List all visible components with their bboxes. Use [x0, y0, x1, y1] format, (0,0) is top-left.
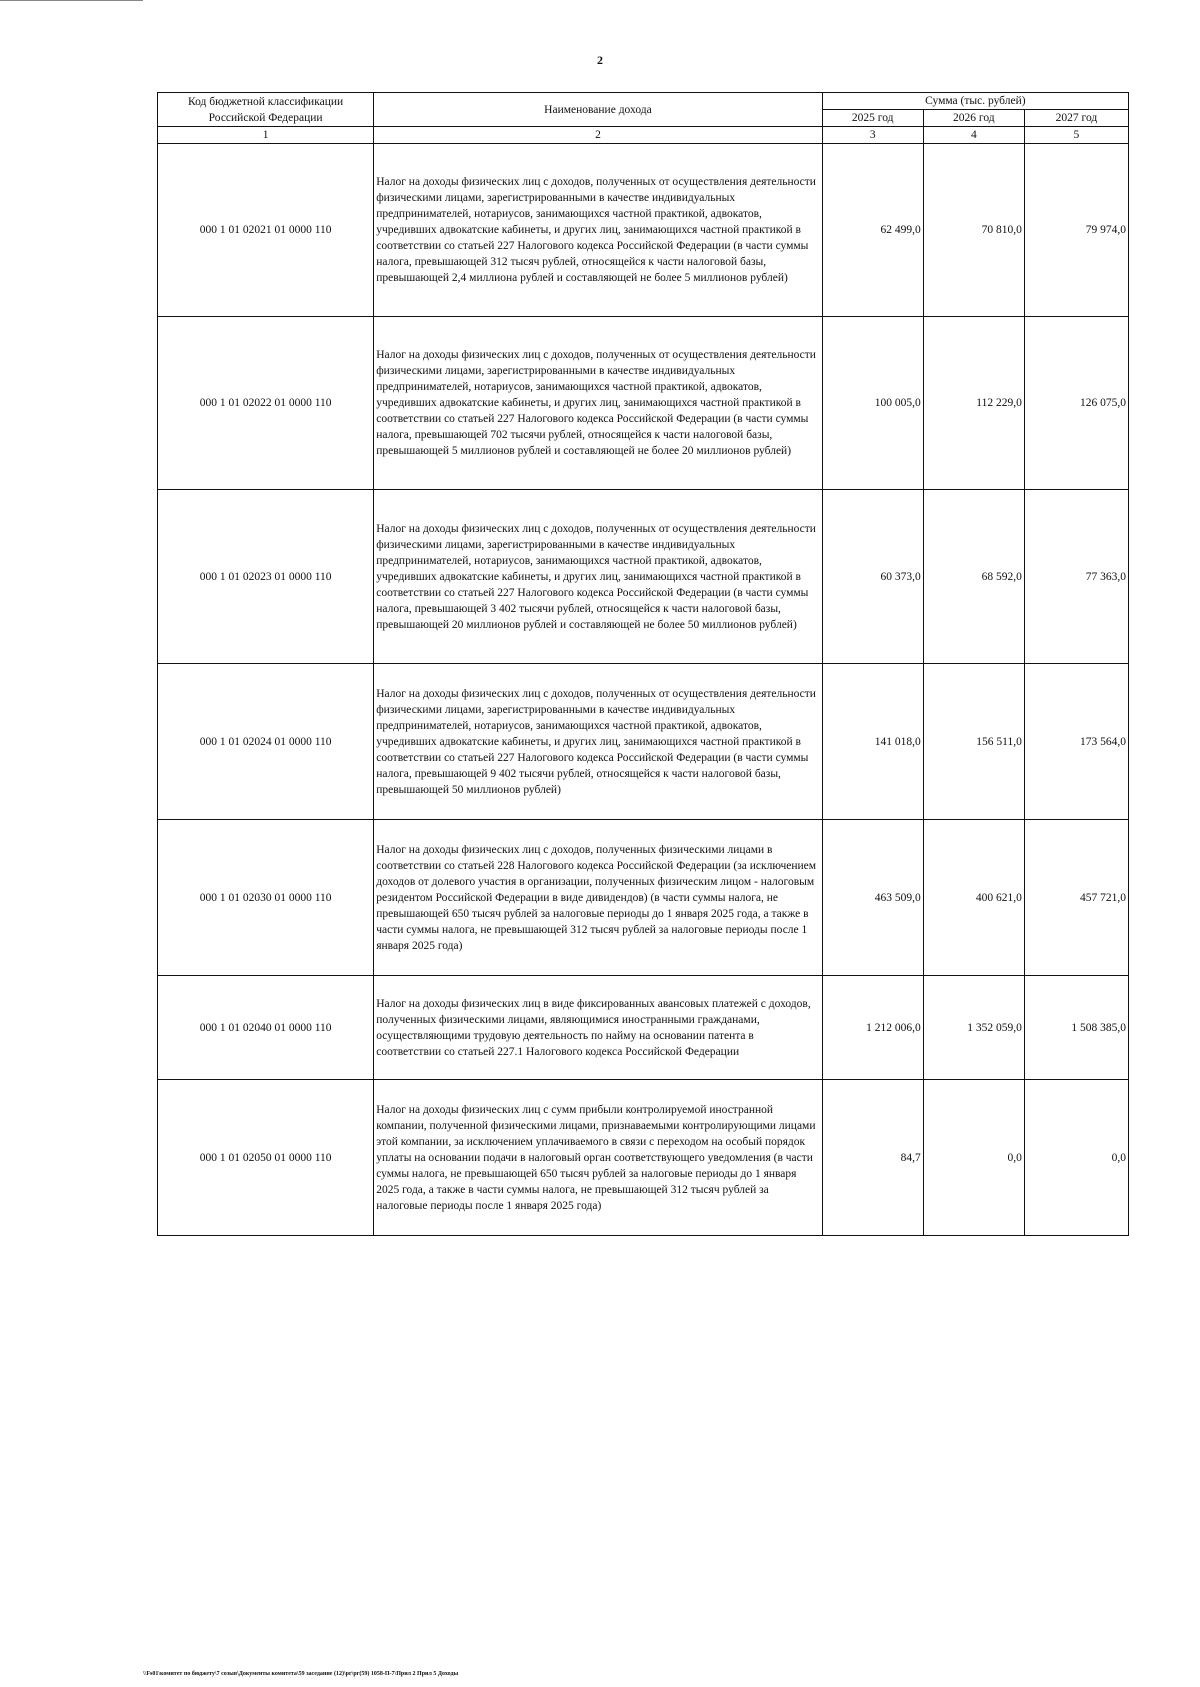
column-number-row: [158, 127, 1129, 144]
table-row: [158, 976, 1129, 1080]
amount-2027: 0,0: [1024, 1080, 1128, 1236]
amount-2027: 77 363,0: [1024, 490, 1128, 664]
table-row: [158, 490, 1129, 664]
revenue-table: [157, 92, 1129, 1236]
budget-code: 000 1 01 02024 01 0000 110: [158, 664, 374, 820]
column-number: 3: [822, 127, 923, 144]
income-name: Налог на доходы физических лиц с сумм прибыли контролируемой иностранной компании, полученной физическими лицами, признаваемыми контролирующими лицами этой компании, за исключением уплачиваемого в связи с переходом на особый порядок уплаты на основании подачи в налоговый орган соответствующего уведомления (в части суммы налога, не превышающей 650 тысяч рублей за налоговые периоды до 1 января 2025 года, а также в части суммы налога, не превышающей 312 тысяч рублей за налоговые периоды после 1 января 2025 года): [374, 1080, 822, 1236]
income-name: Налог на доходы физических лиц с доходов, полученных физическими лицами в соответствии со статьей 228 Налогового кодекса Российской Федерации (за исключением доходов от долевого участия в организации, полученных физическим лицом - налоговым резидентом Российской Федерации в виде дивидендов) (в части суммы налога, не превышающей 650 тысяч рублей за налоговые периоды до 1 января 2025 года, а также в части суммы налога, не превышающей 312 тысяч рублей за налоговые периоды после 1 января 2025 года): [374, 820, 822, 976]
header-sum: Сумма (тыс. рублей): [822, 93, 1128, 110]
income-name: Налог на доходы физических лиц с доходов, полученных от осуществления деятельности физическими лицами, зарегистрированными в качестве индивидуальных предпринимателей, нотариусов, занимающихся частной практикой, адвокатов, учредивших адвокатские кабинеты, и других лиц, занимающихся частной практикой в соответствии со статьей 227 Налогового кодекса Российской Федерации (в части суммы налога, превышающей 9 402 тысячи рублей, относящейся к части налоговой базы, превышающей 50 миллионов рублей): [374, 664, 822, 820]
amount-2027: 1 508 385,0: [1024, 976, 1128, 1080]
scan-artifact-line: [0, 0, 143, 1]
budget-code: 000 1 01 02030 01 0000 110: [158, 820, 374, 976]
amount-2026: 156 511,0: [923, 664, 1024, 820]
income-name: Налог на доходы физических лиц в виде фиксированных авансовых платежей с доходов, полученных физическими лицами, являющимися иностранными гражданами, осуществляющими трудовую деятельность по найму на основании патента в соответствии со статьей 227.1 Налогового кодекса Российской Федерации: [374, 976, 822, 1080]
table-row: [158, 317, 1129, 490]
header-code: Код бюджетной классификации Российской Федерации: [158, 93, 374, 127]
budget-code: 000 1 01 02022 01 0000 110: [158, 317, 374, 490]
amount-2026: 112 229,0: [923, 317, 1024, 490]
column-number: 4: [923, 127, 1024, 144]
income-name: Налог на доходы физических лиц с доходов, полученных от осуществления деятельности физическими лицами, зарегистрированными в качестве индивидуальных предпринимателей, нотариусов, занимающихся частной практикой, адвокатов, учредивших адвокатские кабинеты, и других лиц, занимающихся частной практикой в соответствии со статьей 227 Налогового кодекса Российской Федерации (в части суммы налога, превышающей 702 тысячи рублей, относящейся к части налоговой базы, превышающей 5 миллионов рублей и составляющей не более 20 миллионов рублей): [374, 317, 822, 490]
amount-2026: 68 592,0: [923, 490, 1024, 664]
header-year-2025: 2025 год: [822, 110, 923, 127]
file-path-footer: \\Fs01\комитет по бюджету\7 созыв\Документы комитета\59 заседание (12)\рг\рг(59) 1058-П-7\Прил 2 Прил 5 Доходы: [143, 1671, 459, 1677]
amount-2025: 141 018,0: [822, 664, 923, 820]
income-name: Налог на доходы физических лиц с доходов, полученных от осуществления деятельности физическими лицами, зарегистрированными в качестве индивидуальных предпринимателей, нотариусов, занимающихся частной практикой, адвокатов, учредивших адвокатские кабинеты, и других лиц, занимающихся частной практикой в соответствии со статьей 227 Налогового кодекса Российской Федерации (в части суммы налога, превышающей 3 402 тысячи рублей, относящейся к части налоговой базы, превышающей 20 миллионов рублей и составляющей не более 50 миллионов рублей): [374, 490, 822, 664]
header-year-2027: 2027 год: [1024, 110, 1128, 127]
budget-code: 000 1 01 02023 01 0000 110: [158, 490, 374, 664]
page-number: 2: [597, 53, 603, 67]
amount-2027: 173 564,0: [1024, 664, 1128, 820]
amount-2026: 70 810,0: [923, 144, 1024, 317]
amount-2027: 79 974,0: [1024, 144, 1128, 317]
budget-code: 000 1 01 02040 01 0000 110: [158, 976, 374, 1080]
table-row: [158, 664, 1129, 820]
table-row: [158, 820, 1129, 976]
amount-2027: 126 075,0: [1024, 317, 1128, 490]
amount-2026: 1 352 059,0: [923, 976, 1024, 1080]
budget-code: 000 1 01 02050 01 0000 110: [158, 1080, 374, 1236]
column-number: 2: [374, 127, 822, 144]
amount-2025: 60 373,0: [822, 490, 923, 664]
column-number: 5: [1024, 127, 1128, 144]
header-year-2026: 2026 год: [923, 110, 1024, 127]
amount-2027: 457 721,0: [1024, 820, 1128, 976]
column-number: 1: [158, 127, 374, 144]
income-name: Налог на доходы физических лиц с доходов, полученных от осуществления деятельности физическими лицами, зарегистрированными в качестве индивидуальных предпринимателей, нотариусов, занимающихся частной практикой, адвокатов, учредивших адвокатские кабинеты, и других лиц, занимающихся частной практикой в соответствии со статьей 227 Налогового кодекса Российской Федерации (в части суммы налога, превышающей 312 тысяч рублей, относящейся к части налоговой базы, превышающей 2,4 миллиона рублей и составляющей не более 5 миллионов рублей): [374, 144, 822, 317]
table-row: [158, 144, 1129, 317]
table-header-row: [158, 93, 1129, 110]
amount-2025: 1 212 006,0: [822, 976, 923, 1080]
amount-2026: 400 621,0: [923, 820, 1024, 976]
table-row: [158, 1080, 1129, 1236]
amount-2026: 0,0: [923, 1080, 1024, 1236]
amount-2025: 84,7: [822, 1080, 923, 1236]
amount-2025: 62 499,0: [822, 144, 923, 317]
amount-2025: 463 509,0: [822, 820, 923, 976]
header-name: Наименование дохода: [374, 93, 822, 127]
amount-2025: 100 005,0: [822, 317, 923, 490]
budget-code: 000 1 01 02021 01 0000 110: [158, 144, 374, 317]
